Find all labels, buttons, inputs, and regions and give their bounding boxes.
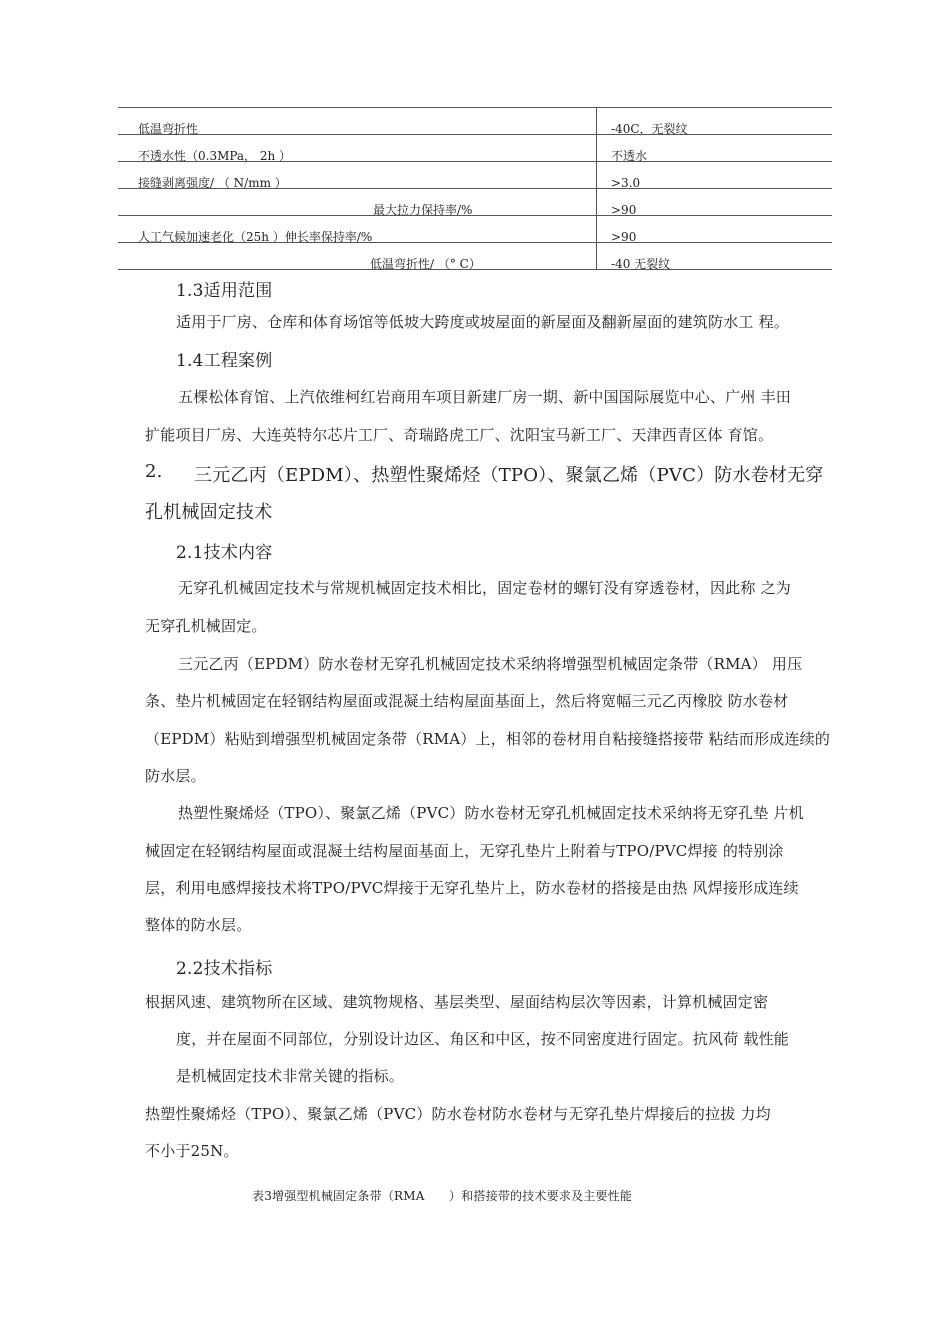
section-title-line: 孔机械固定技术 — [145, 502, 273, 523]
paragraph-line: 扩能项目厂房、大连英特尔芯片工厂、奇瑞路虎工厂、沈阳宝马新工厂、天津西青区体 育馆。 — [145, 426, 774, 444]
table-cell-value: >90 — [611, 230, 637, 244]
table-cell-property: 低温弯折性 — [138, 122, 199, 136]
paragraph-line: 械固定在轻钢结构屋面或混凝土结构屋面基面上，无穿孔垫片上附着与TPO/PVC焊接 的特别涂 — [145, 842, 784, 860]
table-cell-value: -40 无裂纹 — [611, 257, 671, 271]
table-cell-value: >90 — [611, 203, 637, 217]
paragraph-line: 三元乙丙（EPDM）防水卷材无穿孔机械固定技术采纳将增强型机械固定条带（RMA） 用压 — [178, 655, 803, 673]
table-cell-property: 接缝剥离强度/ （ N/mm ） — [138, 176, 287, 190]
section-title-line: 三元乙丙（EPDM）、热塑性聚烯烃（TPO）、聚氯乙烯（PVC）防水卷材无穿 — [194, 465, 824, 486]
paragraph-line: 不小于25N。 — [145, 1142, 239, 1160]
paragraph-line: 无穿孔机械固定技术与常规机械固定技术相比，固定卷材的螺钉没有穿透卷材，因此称 之为 — [178, 579, 791, 597]
paragraph-line: 防水层。 — [145, 767, 206, 785]
paragraph-line: 无穿孔机械固定。 — [145, 617, 267, 635]
paragraph-line: 层，利用电感焊接技术将TPO/PVC焊接于无穿孔垫片上，防水卷材的搭接是由热 风焊接形成连续 — [145, 879, 799, 897]
table-cell-property: 最大拉力保持率/% — [373, 203, 473, 217]
paragraph-line: 度，并在屋面不同部位，分别设计边区、角区和中区，按不同密度进行固定。抗风荷 载性能 — [176, 1030, 789, 1048]
table-row — [118, 242, 832, 270]
table-row — [118, 188, 832, 215]
table-row — [118, 161, 832, 188]
table-caption: 表3增强型机械固定条带（RMA ）和搭接带的技术要求及主要性能 — [252, 1189, 633, 1203]
paragraph-line: 热塑性聚烯烃（TPO）、聚氯乙烯（PVC）防水卷材无穿孔机械固定技术采纳将无穿孔垫 片机 — [178, 804, 804, 822]
paragraph-line: 整体的防水层。 — [145, 916, 252, 934]
table-cell-property: 低温弯折性/ （° C） — [370, 257, 481, 271]
table-cell-value: -40C，无裂纹 — [611, 122, 688, 136]
table-cell-property: 不透水性（0.3MPa， 2h ） — [138, 149, 292, 163]
table-cell-property: 人工气候加速老化（25h ）伸长率保持率/% — [138, 230, 373, 244]
section-heading-1-3: 1.3适用范围 — [176, 281, 273, 301]
paragraph-line: 条、垫片机械固定在轻钢结构屋面或混凝土结构屋面基面上，然后将宽幅三元乙丙橡胶 防水卷材 — [145, 692, 789, 710]
section-number-2: 2. — [145, 461, 163, 482]
paragraph-line: 热塑性聚烯烃（TPO）、聚氯乙烯（PVC）防水卷材防水卷材与无穿孔垫片焊接后的拉拔 力均 — [145, 1105, 771, 1123]
spec-table — [118, 107, 832, 270]
section-heading-2-2: 2.2技术指标 — [176, 959, 273, 979]
table-cell-value: 不透水 — [611, 149, 648, 163]
paragraph-line: 根据风速、建筑物所在区域、建筑物规格、基层类型、屋面结构层次等因素，计算机械固定密 — [145, 993, 769, 1011]
paragraph-line: （EPDM）粘贴到增强型机械固定条带（RMA）上，相邻的卷材用自粘接缝搭接带 粘结而形成连续的 — [145, 730, 831, 748]
section-heading-1-4: 1.4工程案例 — [176, 351, 273, 371]
table-row — [118, 107, 832, 134]
section-heading-2-1: 2.1技术内容 — [176, 543, 273, 563]
table-row — [118, 215, 832, 242]
table-cell-value: >3.0 — [611, 176, 641, 190]
paragraph: 适用于厂房、仓库和体育场馆等低坡大跨度或坡屋面的新屋面及翻新屋面的建筑防水工 程。 — [176, 313, 789, 331]
paragraph-line: 五棵松体育馆、上汽依维柯红岩商用车项目新建厂房一期、新中国国际展览中心、广州 丰田 — [178, 388, 791, 406]
table-row — [118, 134, 832, 161]
paragraph-line: 是机械固定技术非常关键的指标。 — [176, 1067, 405, 1085]
